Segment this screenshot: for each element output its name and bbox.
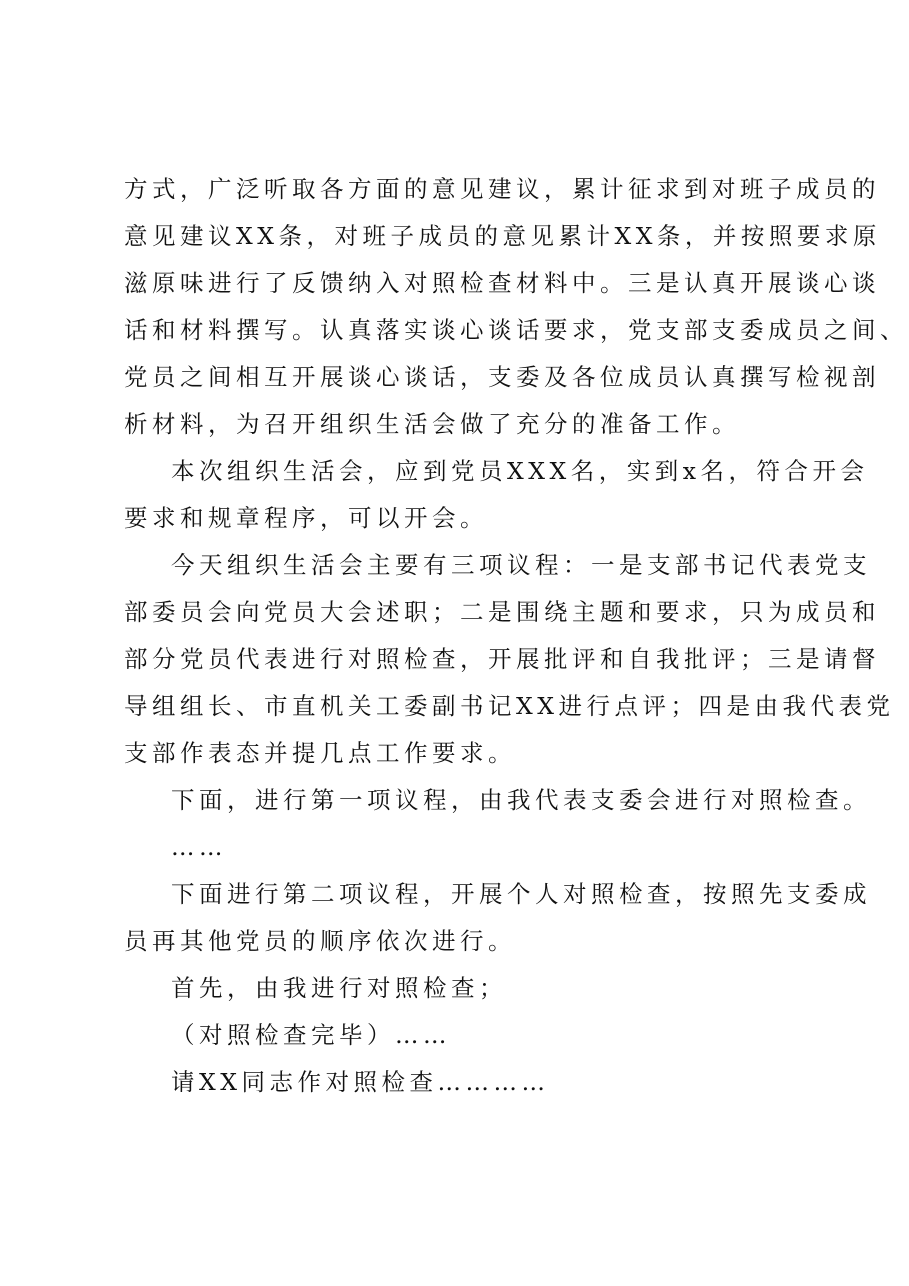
text-line: 今天组织生活会主要有三项议程：一是支部书记代表党支 bbox=[171, 551, 871, 579]
text-line: …… bbox=[171, 833, 227, 861]
text-line: 请XX同志作对照检查………… bbox=[171, 1068, 550, 1096]
paragraph-second-item bbox=[124, 871, 871, 965]
text-line: 下面，进行第一项议程，由我代表支委会进行对照检查。 bbox=[171, 786, 871, 814]
text-line: 滋原味进行了反馈纳入对照检查材料中。三是认真开展谈心谈 bbox=[124, 269, 880, 297]
text-line: 下面进行第二项议程，开展个人对照检查，按照先支委成 bbox=[171, 880, 871, 908]
text-line: 要求和规章程序，可以开会。 bbox=[124, 504, 488, 532]
text-line: 本次组织生活会，应到党员XXX名，实到x名，符合开会 bbox=[171, 457, 869, 485]
text-line: 党员之间相互开展谈心谈话，支委及各位成员认真撰写检视剖 bbox=[124, 363, 880, 391]
text-line: （对照检查完毕）…… bbox=[171, 1021, 451, 1049]
paragraph-invite-comrade bbox=[124, 1059, 804, 1106]
text-line: 导组组长、市直机关工委副书记XX进行点评；四是由我代表党 bbox=[124, 692, 895, 720]
text-line: 首先，由我进行对照检查； bbox=[171, 974, 507, 1002]
text-line: 析材料，为召开组织生活会做了充分的准备工作。 bbox=[124, 410, 740, 438]
document-body bbox=[124, 166, 908, 1106]
paragraph-ellipsis bbox=[124, 824, 804, 871]
text-line: 支部作表态并提几点工作要求。 bbox=[124, 739, 516, 767]
text-line: 部分党员代表进行对照检查，开展批评和自我批评；三是请督 bbox=[124, 645, 880, 673]
paragraph-review-complete bbox=[124, 1012, 804, 1059]
text-line: 员再其他党员的顺序依次进行。 bbox=[124, 927, 516, 955]
text-line: 意见建议XX条，对班子成员的意见累计XX条，并按照要求原 bbox=[124, 222, 881, 250]
paragraph-self-review bbox=[124, 965, 804, 1012]
text-line: 方式，广泛听取各方面的意见建议，累计征求到对班子成员的 bbox=[124, 175, 880, 203]
text-line: 话和材料撰写。认真落实谈心谈话要求，党支部支委成员之间、 bbox=[124, 316, 908, 344]
paragraph-first-item bbox=[124, 777, 871, 824]
paragraph-attendance bbox=[124, 448, 869, 542]
paragraph-agenda bbox=[124, 542, 895, 777]
text-line: 部委员会向党员大会述职；二是围绕主题和要求，只为成员和 bbox=[124, 598, 880, 626]
paragraph-preparation bbox=[124, 166, 908, 448]
